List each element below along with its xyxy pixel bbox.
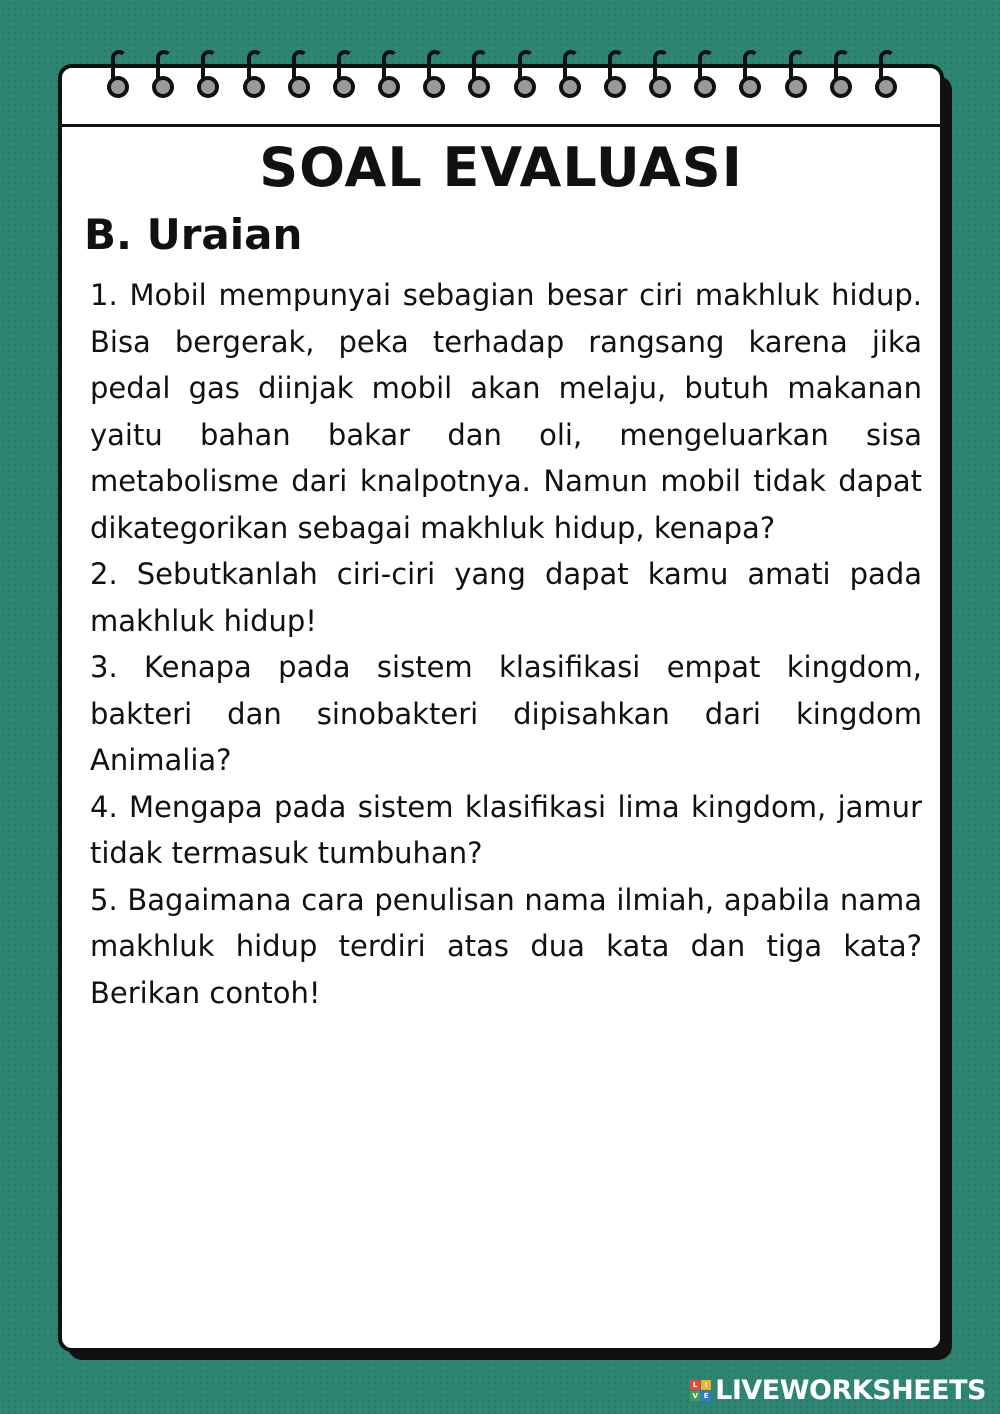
question-item: 2. Sebutkanlah ciri-ciri yang dapat kamu amati pada makhluk hidup! <box>90 557 922 638</box>
question-list <box>90 272 922 1016</box>
notebook-paper <box>58 64 944 1352</box>
spiral-ring-icon <box>467 50 489 104</box>
spiral-ring-icon <box>603 50 625 104</box>
question-item: 3. Kenapa pada sistem klasifikasi empat kingdom, bakteri dan sinobakteri dipisahkan dari kingdom Animalia? <box>90 650 922 777</box>
spiral-ring-icon <box>513 50 535 104</box>
logo-tile: V <box>690 1391 700 1401</box>
binding-divider <box>62 124 940 127</box>
spiral-ring-icon <box>738 50 760 104</box>
spiral-ring-icon <box>332 50 354 104</box>
spiral-ring-icon <box>422 50 444 104</box>
question-item: 1. Mobil mempunyai sebagian besar ciri makhluk hidup. Bisa bergerak, peka terhadap rangsang karena jika pedal gas diinjak mobil akan melaju, butuh makanan yaitu bahan bakar dan oli, mengeluarkan sisa metabolisme dari knalpotnya. Namun mobil tidak dapat dikategorikan sebagai makhluk hidup, kenapa? <box>90 278 922 545</box>
spiral-ring-icon <box>784 50 806 104</box>
spiral-ring-icon <box>558 50 580 104</box>
watermark-text: LIVEWORKSHEETS <box>715 1375 986 1406</box>
spiral-ring-icon <box>196 50 218 104</box>
spiral-binding <box>106 50 896 104</box>
spiral-ring-icon <box>287 50 309 104</box>
page-title: SOAL EVALUASI <box>259 136 743 199</box>
liveworksheets-logo-icon <box>690 1380 711 1401</box>
question-item: 4. Mengapa pada sistem klasifikasi lima kingdom, jamur tidak termasuk tumbuhan? <box>90 789 922 870</box>
spiral-ring-icon <box>648 50 670 104</box>
spiral-ring-icon <box>377 50 399 104</box>
logo-tile: I <box>701 1380 711 1390</box>
logo-tile: E <box>701 1391 711 1401</box>
question-item: 5. Bagaimana cara penulisan nama ilmiah, apabila nama makhluk hidup terdiri atas dua kata dan tiga kata? Berikan contoh! <box>90 882 922 1010</box>
spiral-ring-icon <box>693 50 715 104</box>
spiral-ring-icon <box>106 50 128 104</box>
logo-tile: L <box>690 1380 700 1390</box>
liveworksheets-watermark[interactable] <box>690 1375 986 1406</box>
spiral-ring-icon <box>151 50 173 104</box>
spiral-ring-icon <box>242 50 264 104</box>
section-heading: B. Uraian <box>84 210 303 259</box>
spiral-ring-icon <box>829 50 851 104</box>
spiral-ring-icon <box>874 50 896 104</box>
